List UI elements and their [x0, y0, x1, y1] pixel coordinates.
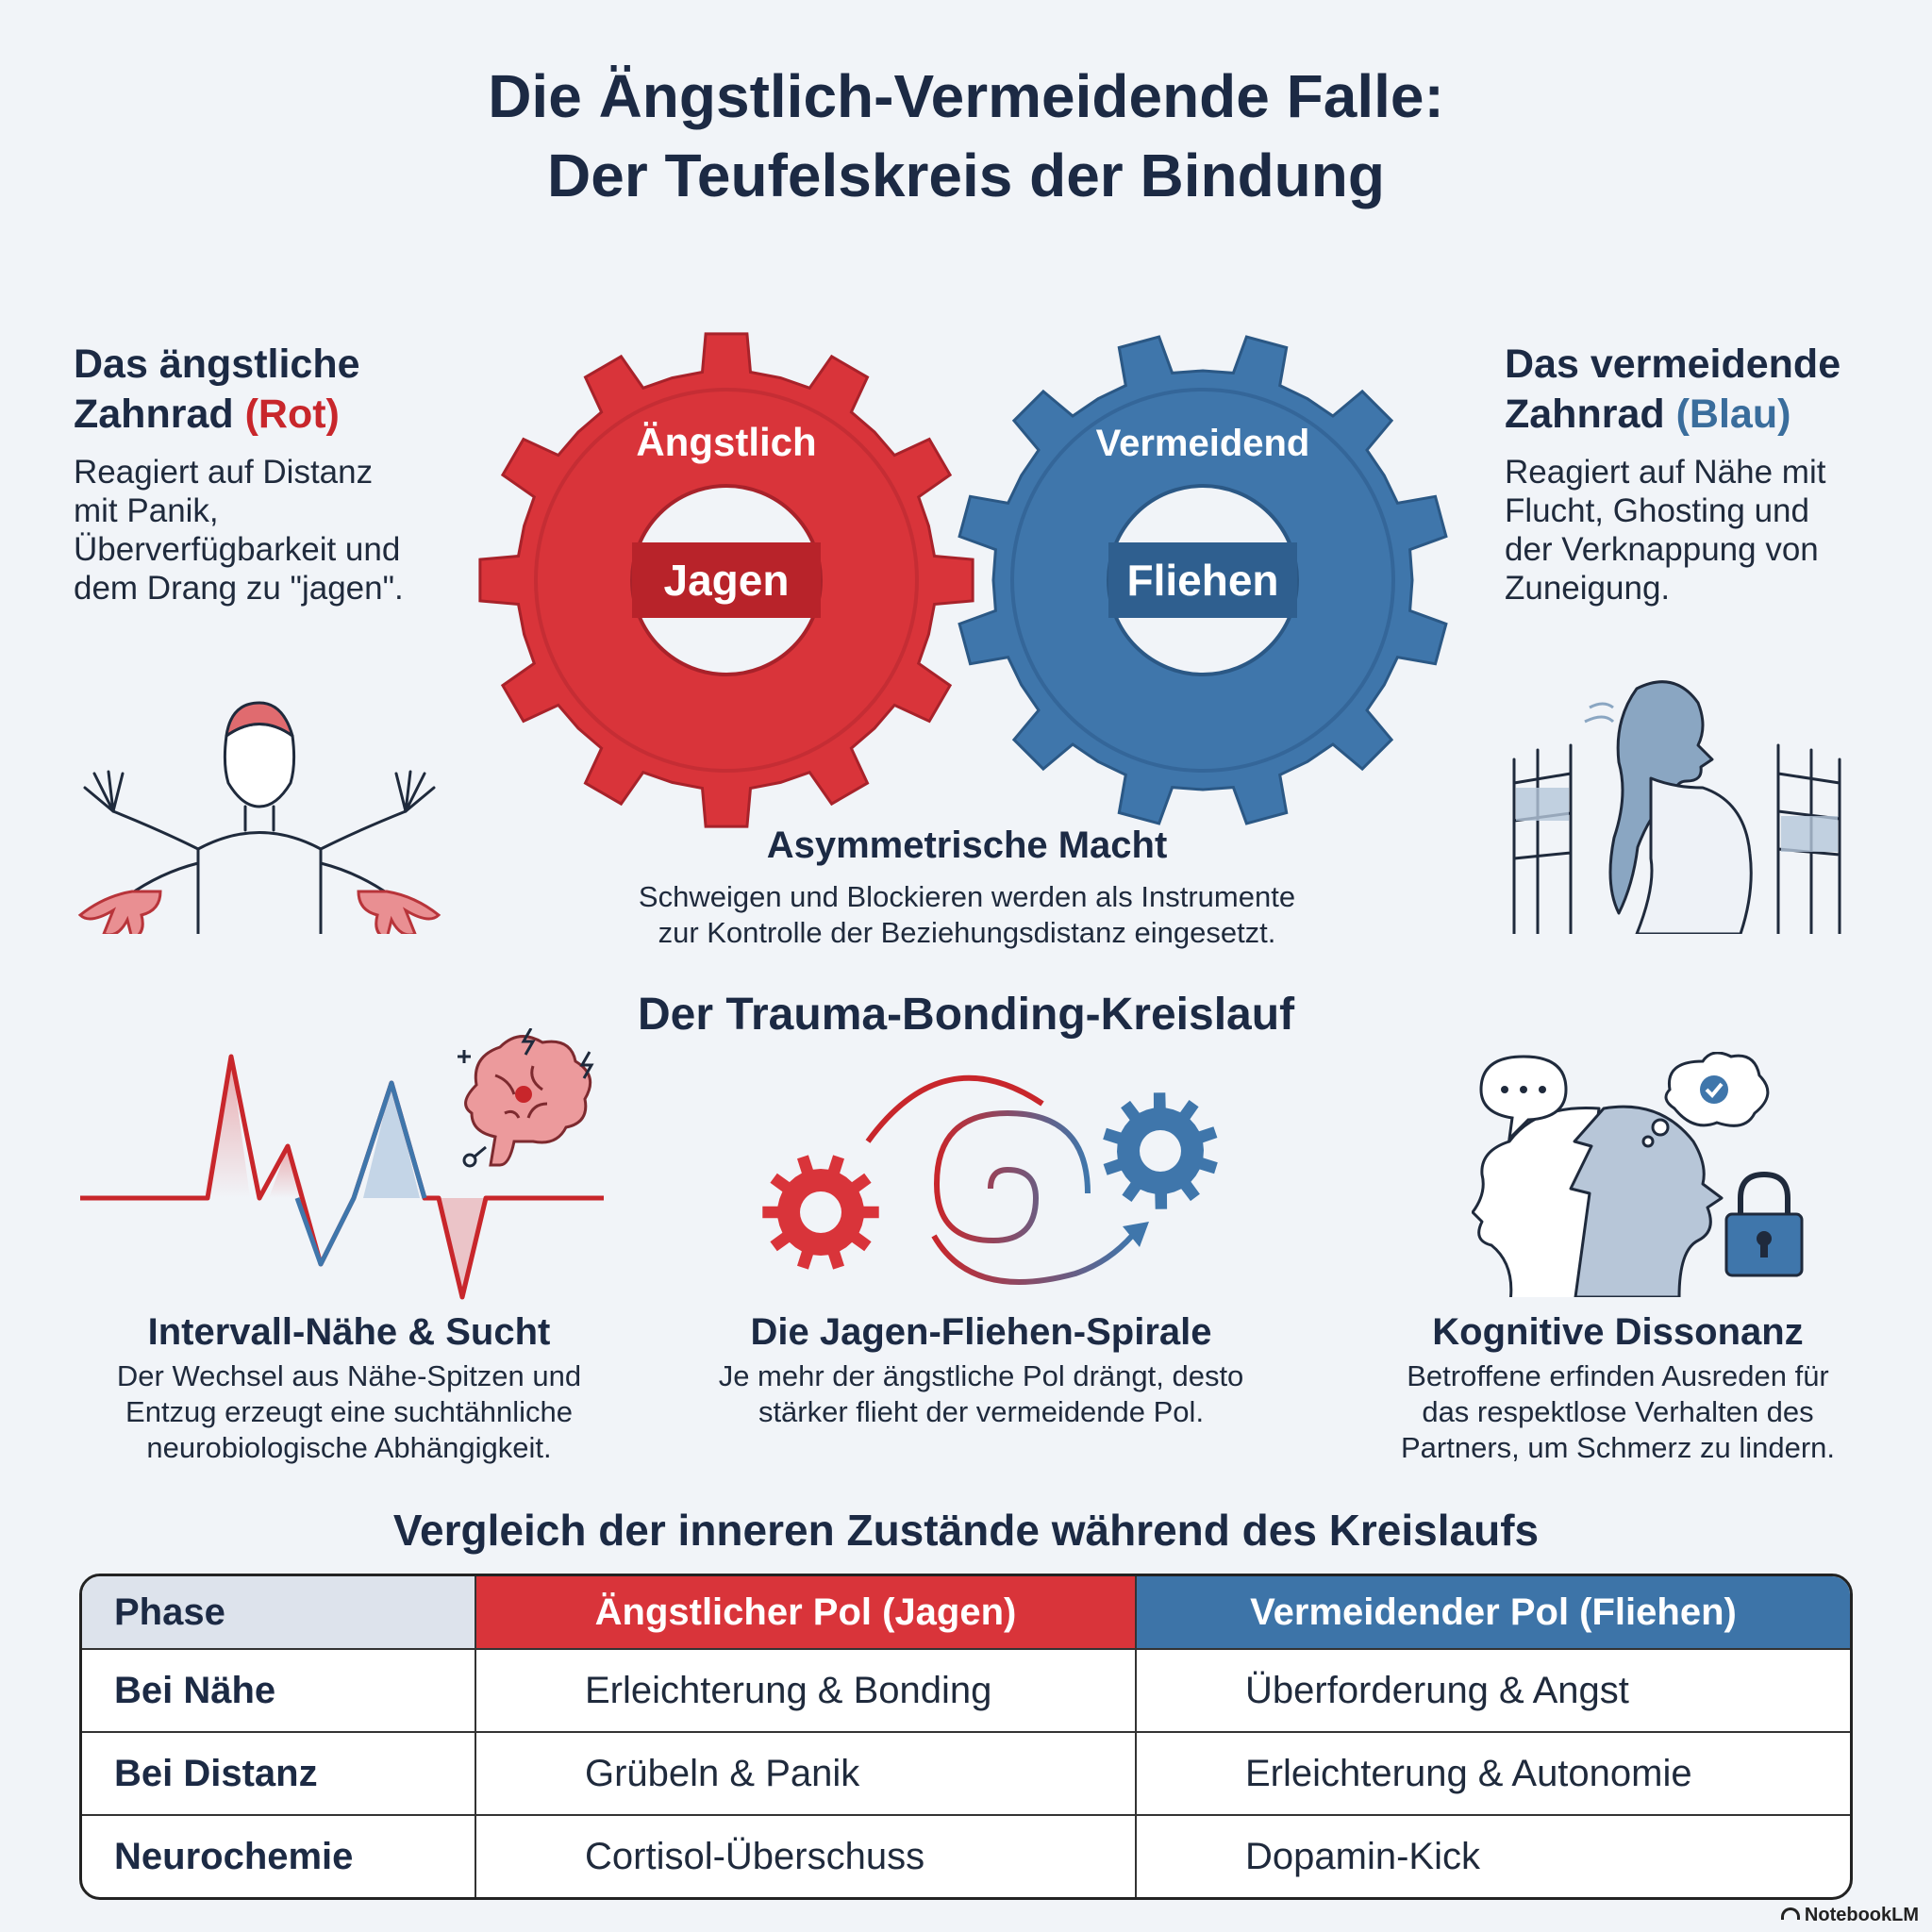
spiral-title: Die Jagen-Fliehen-Spirale — [750, 1311, 1212, 1353]
withdrawing-woman-icon — [1495, 670, 1854, 934]
split-head-lock-icon — [1472, 1052, 1811, 1297]
column-header-anxious: Ängstlicher Pol (Jagen) — [476, 1576, 1137, 1650]
avoidant-description: Reagiert auf Nähe mit Flucht, Ghosting und der Verknappung von Zuneigung. — [1505, 454, 1826, 607]
row-label: Bei Nähe — [82, 1650, 476, 1733]
brain-icon — [466, 1037, 591, 1165]
anxious-description: Reagiert auf Distanz mit Panik, Überverfügbarkeit und dem Drang zu "jagen". — [74, 454, 404, 607]
blue-gear-label: Vermeidend — [1095, 423, 1310, 464]
column-header-phase: Phase — [82, 1576, 476, 1650]
asymmetric-power-body: Schweigen und Blockieren werden als Instrumente zur Kontrolle der Beziehungsdistanz eingesetzt. — [638, 880, 1296, 949]
cycle-item-spiral — [679, 1309, 1283, 1430]
notebook-logo-icon — [1781, 1907, 1800, 1920]
red-gear-center-label: Jagen — [663, 556, 790, 605]
spiral-body: Je mehr der ängstliche Pol drängt, desto stärker flieht der vermeidende Pol. — [718, 1359, 1244, 1428]
avoidant-color-tag: (Blau) — [1675, 391, 1791, 437]
anxious-color-tag: (Rot) — [244, 391, 340, 437]
dissonance-body: Betroffene erfinden Ausreden für das respektlose Verhalten des Partners, um Schmerz zu lindern. — [1400, 1359, 1835, 1464]
page-title — [0, 57, 1932, 215]
interval-body: Der Wechsel aus Nähe-Spitzen und Entzug erzeugt eine suchtähnliche neurobiologische Abhängigkeit. — [116, 1359, 582, 1464]
table-cell: Dopamin-Kick — [1245, 1835, 1480, 1877]
row-label: Neurochemie — [82, 1816, 476, 1897]
table-row — [82, 1650, 1850, 1733]
anxious-heading: Das ängstliche Zahnrad (Rot) — [74, 341, 360, 437]
anxious-gear-panel — [74, 340, 489, 608]
reaching-person-icon — [61, 698, 458, 934]
table-cell: Erleichterung & Bonding — [476, 1650, 1137, 1733]
table-row — [82, 1733, 1850, 1816]
spiral-gears-icon — [745, 1047, 1236, 1302]
asymmetric-power-block — [528, 823, 1406, 951]
table-cell: Grübeln & Panik — [476, 1733, 1137, 1816]
cycle-item-dissonance — [1321, 1309, 1915, 1466]
lock-icon — [1726, 1174, 1802, 1275]
avoidant-heading: Das vermeidende Zahnrad (Blau) — [1505, 341, 1841, 437]
row-label: Bei Distanz — [82, 1733, 476, 1816]
table-cell: Erleichterung & Autonomie — [1137, 1733, 1850, 1816]
table-cell: Cortisol-Überschuss — [476, 1816, 1137, 1897]
asymmetric-power-heading: Asymmetrische Macht — [766, 824, 1168, 866]
red-gear-label: Ängstlich — [636, 420, 817, 464]
heartbeat-brain-icon — [80, 1028, 608, 1311]
red-gear-icon — [480, 334, 973, 826]
table-row — [82, 1816, 1850, 1897]
interlocking-gears — [472, 321, 1472, 849]
dissonance-title: Kognitive Dissonanz — [1432, 1311, 1804, 1353]
avoidant-gear-panel — [1505, 340, 1920, 608]
title-line-1: Die Ängstlich-Vermeidende Falle: — [488, 62, 1444, 130]
cycle-item-interval — [57, 1309, 641, 1466]
table-cell: Überforderung & Angst — [1137, 1650, 1850, 1733]
comparison-table — [79, 1574, 1853, 1900]
brand-watermark: NotebookLM — [1781, 1905, 1919, 1926]
title-line-2: Der Teufelskreis der Bindung — [547, 142, 1385, 209]
column-header-avoidant: Vermeidender Pol (Fliehen) — [1137, 1576, 1850, 1650]
trauma-bonding-heading: Der Trauma-Bonding-Kreislauf — [637, 990, 1295, 1040]
interval-title: Intervall-Nähe & Sucht — [147, 1311, 551, 1353]
blue-gear-center-label: Fliehen — [1126, 556, 1279, 605]
blue-gear-icon — [959, 337, 1446, 824]
table-header-row — [82, 1576, 1850, 1650]
comparison-heading: Vergleich der inneren Zustände während des Kreislaufs — [392, 1506, 1540, 1555]
